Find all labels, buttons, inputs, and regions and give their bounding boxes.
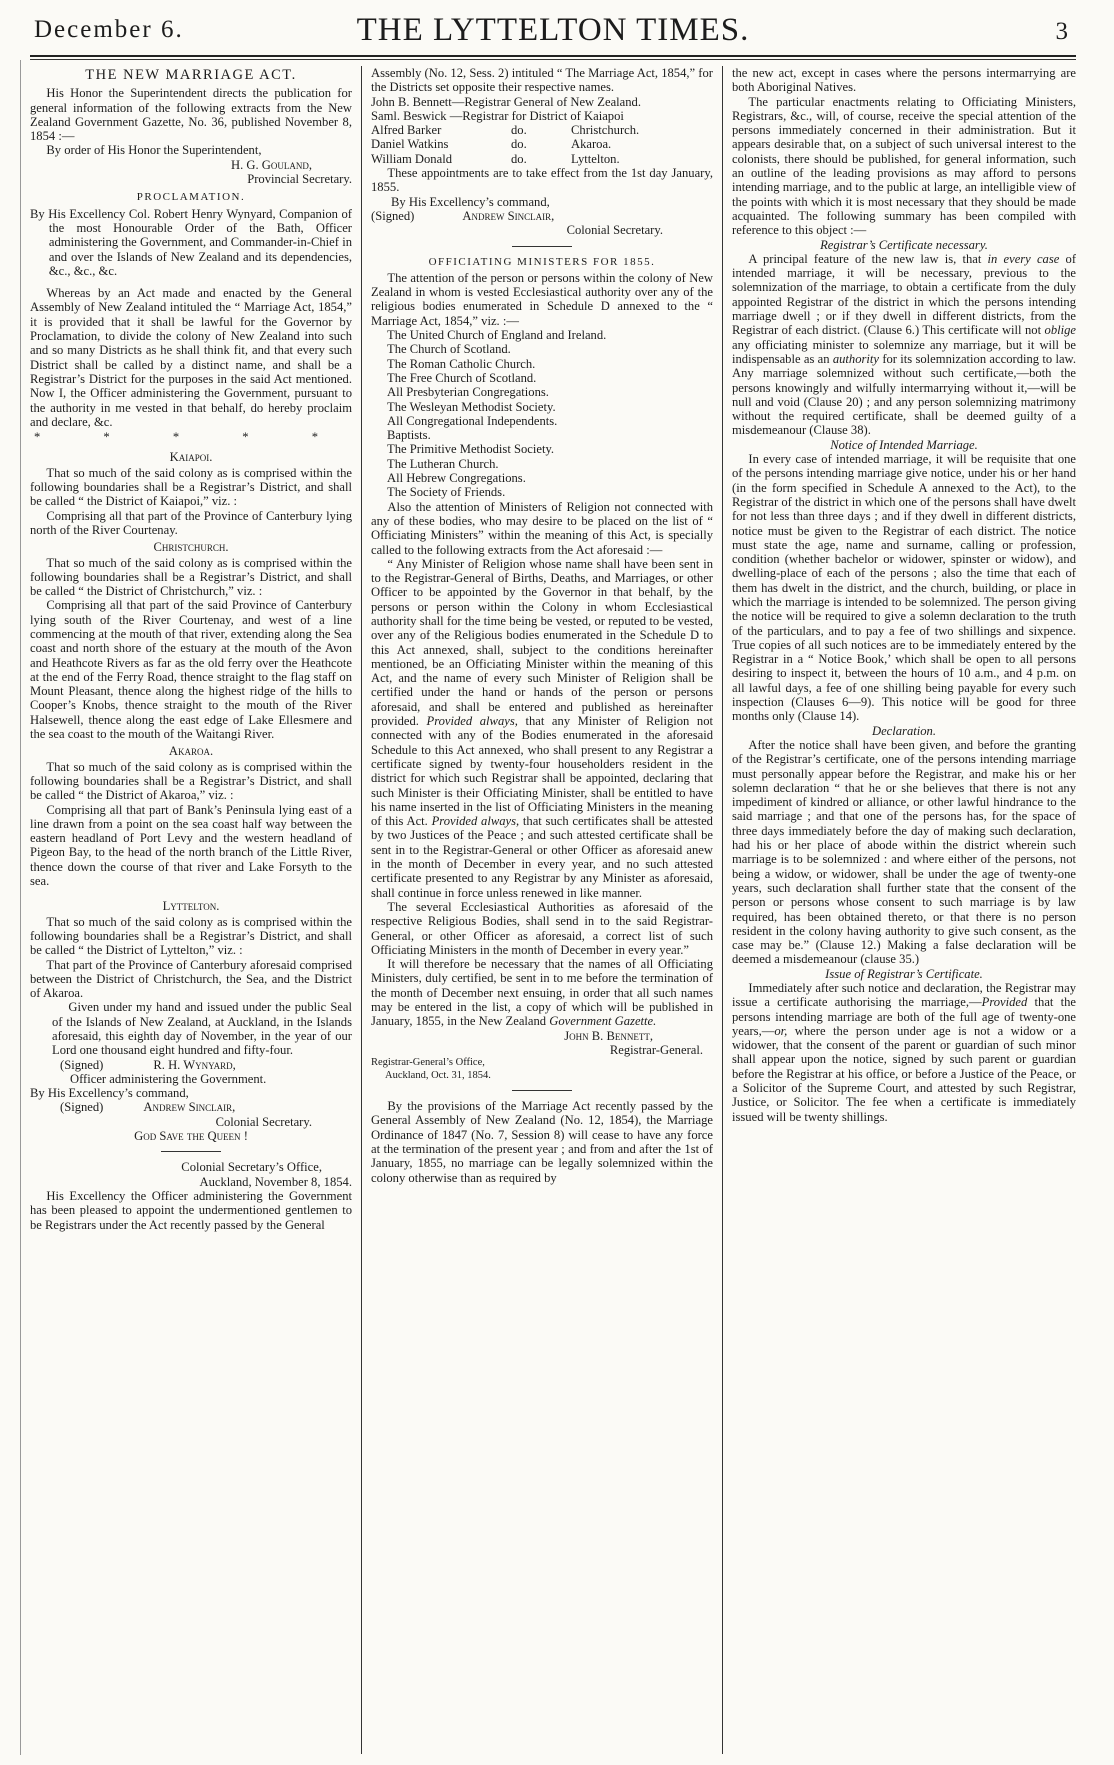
church-item: The Primitive Methodist Society.	[387, 442, 555, 457]
signed-line	[371, 209, 713, 223]
page-number: 3	[1055, 18, 1068, 45]
god-save-the-queen: God Save the Queen !	[134, 1129, 248, 1144]
appointments-list	[371, 123, 713, 166]
newspaper-title: THE LYTTELTON TIMES.	[356, 12, 750, 48]
extract-text: that such certificates shall be attested by two Justices of the Peace ; and such attested certificate shall be sent in to the Registrar-General or other Officer as aforesaid anew in the month of December in every year, and no such attested certificate presented to any Registrar by any Minister as aforesaid, shall continue in force unless renewed in like manner.	[371, 814, 713, 900]
office-date: Auckland, November 8, 1854.	[199, 1174, 352, 1189]
column-1	[30, 66, 352, 1756]
also-paragraph: Also the attention of Ministers of Religion not connected with any of these bodies, who may desire to be placed on the list of “ Officiating Ministers” within the meaning of this Act, is specially called to the following extracts from the Act aforesaid :—	[371, 499, 713, 557]
signatory-title: Registrar-General.	[609, 1042, 703, 1057]
given-under-hand: Given under my hand and issued under the public Seal of the Islands of New Zealand, at Auckland, in the Islands aforesaid, this eighth day of November, in the year of our Lord one thousand eight hundred and fifty-four.	[52, 1000, 352, 1058]
signatory-name: John B. Bennett,	[564, 1028, 653, 1043]
particular-paragraph: The particular enactments relating to Officiating Ministers, Registrars, &c., will, of course, receive the special attention of the persons immediately concerned in their administration. But it appears desirable that, on a subject of such universal interest to the colonists, there should be published, for general information, such an outline of the leading provisions as may afford to persons intending marriage, and to the public at large, an intelligible view of the points with which it is most necessary that they should be made acquainted. The following summary has been compiled with reference to this object :—	[732, 94, 1076, 238]
appointment-row	[371, 152, 713, 166]
masthead	[30, 8, 1076, 52]
signed-wynyard	[30, 1058, 352, 1072]
church-item: All Hebrew Congregations.	[387, 471, 526, 486]
intro-paragraph: His Honor the Superintendent directs the publication for general information of the following extracts from the New Zealand Government Gazette, No. 36, published November 8, 1854 :—	[30, 86, 352, 144]
act-extract-2: The several Ecclesiastical Authorities as aforesaid of the respective Religious Bodies, shall send in to the said Registrar-General, or other Officer as aforesaid, a correct list of such Officiating Ministers in the month of December in every year.”	[371, 899, 713, 957]
ditto: do.	[511, 123, 527, 138]
registrar-general-line: John B. Bennett—Registrar General of New Zealand.	[371, 94, 641, 109]
body-text: Immediately after such notice and declaration, the Registrar may issue a certificate authorising the marriage,—	[732, 981, 1076, 1010]
body-text: A principal feature of the new law is, that	[748, 251, 982, 266]
margin-rule	[20, 60, 21, 1755]
christchurch-heading: Christchurch.	[153, 540, 229, 555]
signatory-title: Provincial Secretary.	[247, 172, 352, 187]
issue-paragraph	[732, 981, 1076, 1124]
appointee-name: Alfred Barker	[371, 123, 442, 138]
church-item: Baptists.	[387, 428, 431, 443]
declaration-heading: Declaration.	[871, 723, 936, 738]
whereas-paragraph: Whereas by an Act made and enacted by the General Assembly of New Zealand intituled the “ Marriage Act, 1854,” it is provided that it shall be lawful for the Governor by Proclamation, to divide the colony of New Zealand into such and so many Districts as he shall think fit, and that every such District shall be called by a distinct name, and shall be a Registrar’s District for the purposes in the said Act mentioned. Now I, the Officer administering the Government, pursuant to the authority in me vested in that behalf, do hereby proclaim and declare, &c.	[30, 286, 352, 429]
church-item: The Free Church of Scotland.	[387, 370, 537, 385]
office-line: Colonial Secretary’s Office,	[181, 1160, 322, 1175]
church-item: The Wesleyan Methodist Society.	[387, 399, 556, 414]
continued-paragraph: the new act, except in cases where the persons intermarrying are both Aboriginal Natives.	[732, 66, 1076, 95]
lyttelton-paragraph-1: That so much of the said colony as is comprised within the following boundaries shall be a Registrar’s District, and shall be called “ the District of Lyttelton,” viz. :	[30, 914, 352, 958]
akaroa-heading: Akaroa.	[168, 744, 214, 759]
church-item: All Congregational Independents.	[387, 413, 558, 428]
ditto: do.	[511, 151, 527, 166]
therefore-text: It will therefore be necessary that the names of all Officiating Ministers, duly certified, be sent in to me before the termination of the month of December next ensuing, in order that all such names may be entered in the list, a copy of which will be published in January, 1855, in the New Zealand	[371, 957, 713, 1029]
district: Lyttelton.	[571, 151, 620, 166]
kaiapoi-heading: Kaiapoi.	[169, 450, 213, 465]
extract-proviso: Provided always,	[426, 714, 518, 729]
appointment-row	[371, 137, 713, 151]
registrar-certificate-heading: Registrar’s Certificate necessary.	[820, 237, 988, 252]
section-rule	[512, 1090, 572, 1091]
signed-title: Colonial Secretary.	[566, 223, 663, 238]
appointee-name: Daniel Watkins	[371, 137, 449, 152]
proclamation-text: By His Excellency Col. Robert Henry Wynyard, Companion of the most Honourable Order of the Bath, Officer administering the Government, and Commander-in-Chief in and over the Islands of New Zealand and its dependencies, &c., &c., &c.	[30, 206, 352, 278]
church-item: The Society of Friends.	[387, 485, 506, 500]
masthead-rule-thin	[30, 59, 1076, 60]
body-text: where the person under age is not a widow or a widower, that the consent of the parent or guardian of such minor shall appear upon the notice, signed by such parent or guardian before the Registrar at his office, or before a Justice of the Peace, or a Solicitor of the Supreme Court, and attested by such Registrar, Justice, or Solicitor. The fee when a certificate is immediately issued will be twenty shillings.	[732, 1023, 1076, 1124]
section-rule	[512, 246, 572, 247]
beswick-line: Saml. Beswick —Registrar for District of Kaiapoi	[371, 108, 624, 123]
declaration-paragraph: After the notice shall have been given, and before the granting of the Registrar’s certificate, one of the persons intending marriage must personally appear before the Registrar, and make his or her solemn declaration “ that he or she believes that there is not any impediment of kindred or alliance, or other lawful hindrance to the said marriage ; and that one of the persons has, for the space of three days immediately before the day of making such declaration, had his or her place of abode within the district wherein such marriage is to be solemnized : and where either of the persons, not being a widow, or widower, shall be under the age of twenty-one years, such declaration shall further state that the consent of the person or persons whose consent to such marriage is by law required, has been obtained thereto, or that there is no person resident in the colony having authority to give such consent, as the case may be.” (Clause 12.) Making a false declaration will be deemed a misdemeanour (clause 35.)	[732, 737, 1076, 967]
issue-date: December 6.	[34, 16, 184, 43]
stars-divider: * * * * *	[33, 430, 349, 445]
signed-name: Andrew Sinclair,	[143, 1100, 236, 1115]
extract-text: that any Minister of Religion not connected with any of the Bodies enumerated in the aforesaid Schedule to this Act annexed, who shall present to any Registrar a certificate signed by twenty-four householders resident in the district for which such Registrar shall be appointed, declaring that such Minister is their Officiating Minister, shall be entitled to have his name inserted in the list of Officiating Ministers in the meaning of this Act.	[371, 714, 713, 829]
church-item: The United Church of England and Ireland.	[387, 328, 607, 343]
body-text: any officiating minister to solemnize any marriage, but it will be indispensable as an	[732, 337, 1076, 366]
section-rule	[161, 1151, 221, 1152]
body-text: for its solemnization according to law. Any marriage solemnized without such certificate,—both the persons knowingly and wilfully intermarrying without it,—will be null and void (Clause 20) ; and any person solemnizing matrimony without the required certificate, shall be deemed guilty of a misdemeanour (Clause 38).	[732, 351, 1076, 438]
signed-title: Colonial Secretary.	[215, 1114, 312, 1129]
lyttelton-paragraph-2: That part of the Province of Canterbury aforesaid comprised between the District of Christchurch, the Sea, and the District of Akaroa.	[30, 957, 352, 1001]
district: Christchurch.	[571, 123, 640, 138]
signed-sinclair	[30, 1100, 352, 1114]
gazette-name: Government Gazette.	[549, 1014, 657, 1029]
issue-heading: Issue of Registrar’s Certificate.	[825, 966, 983, 981]
continued-paragraph: Assembly (No. 12, Sess. 2) intituled “ The Marriage Act, 1854,” for the Districts set opposite their respective names.	[371, 66, 713, 95]
office-date: Auckland, Oct. 31, 1854.	[385, 1069, 491, 1081]
signed-label: (Signed)	[371, 208, 415, 223]
district: Akaroa.	[571, 137, 612, 152]
kaiapoi-paragraph-1: That so much of the said colony as is comprised within the following boundaries shall be a Registrar’s District, and shall be called “ the District of Kaiapoi,” viz. :	[30, 465, 352, 509]
extract-proviso: Provided always,	[431, 814, 520, 829]
italic-text: or,	[774, 1023, 788, 1038]
therefore-paragraph	[371, 957, 713, 1028]
appointment-row	[371, 123, 713, 137]
lyttelton-heading: Lyttelton.	[162, 899, 220, 914]
signed-title: Officer administering the Government.	[70, 1071, 267, 1086]
by-order: By order of His Honor the Superintendent,	[46, 143, 262, 158]
act-extract-1	[371, 557, 713, 900]
church-item: All Presbyterian Congregations.	[387, 385, 549, 400]
kaiapoi-paragraph-2: Comprising all that part of the Province of Canterbury lying north of the River Courtenay.	[30, 508, 352, 537]
appointment-paragraph: His Excellency the Officer administering the Government has been pleased to appoint the undermentioned gentlemen to be Registrars under the Act recently passed by the General	[30, 1188, 352, 1232]
effect-paragraph: These appointments are to take effect from the 1st day January, 1855.	[371, 166, 713, 195]
christchurch-paragraph-1: That so much of the said colony as is comprised within the following boundaries shall be a Registrar’s District, and shall be called “ the District of Christchurch,” viz. :	[30, 555, 352, 599]
churches-list	[371, 328, 713, 500]
italic-text: oblige	[1044, 323, 1076, 338]
italic-text: in every case	[987, 251, 1060, 266]
church-item: The Roman Catholic Church.	[387, 356, 536, 371]
akaroa-paragraph-1: That so much of the said colony as is comprised within the following boundaries shall be a Registrar’s District, and shall be called “ the District of Akaroa,” viz. :	[30, 759, 352, 803]
article-heading: THE NEW MARRIAGE ACT.	[85, 67, 297, 83]
by-command: By His Excellency’s command,	[391, 194, 550, 209]
office-line: Registrar-General’s Office,	[371, 1057, 485, 1069]
masthead-rule	[30, 55, 1076, 57]
column-3	[732, 66, 1076, 1756]
signed-label: (Signed)	[60, 1100, 104, 1115]
appointee-name: William Donald	[371, 151, 452, 166]
provisions-paragraph: By the provisions of the Marriage Act recently passed by the General Assembly of New Zealand (No. 12, 1854), the Marriage Ordinance of 1847 (No. 7, Session 8) will cease to have any force at the termination of the present year ; and from and after the 1st of January, 1855, no marriage can be legally solemnized within the colony otherwise than as required by	[371, 1099, 713, 1185]
notice-heading: Notice of Intended Marriage.	[830, 437, 978, 452]
italic-text: authority	[832, 351, 880, 366]
italic-text: Provided	[981, 995, 1028, 1010]
christchurch-paragraph-2: Comprising all that part of the said Province of Canterbury lying south of the River Courtenay, and west of a line commencing at the mouth of that river, extending along the Sea coast and north shore of the estuary at the mouth of the Avon and Heathcote Rivers as far as the old ferry over the Heathcote at the end of the Ferry Road, thence straight to the flag staff on Mount Pleasant, thence along the highest ridge of the hills to Cooper’s Knobs, thence straight to the mouth of the River Halsewell, thence along the east edge of Lake Ellesmere and the sea coast to the mouth of the Waitangi River.	[30, 598, 352, 742]
signed-name: R. H. Wynyard,	[153, 1057, 236, 1072]
extract-text: “ Any Minister of Religion whose name shall have been sent in to the Registrar-General of Births, Deaths, and Marriages, or other Officer to be appointed by the Governor in that behalf, by the persons or person within the Colony in whom Ecclesiastical authority shall for the time being be vested, or reputed to be vested, over any of the Religious bodies enumerated in the Schedule D to this Act annexed, shall, subject to the conditions hereinafter mentioned, be an Officiating Minister within the meaning of this Act, and the name of every such Minister of Religion shall be certified under the hand or hands of the person or persons aforesaid, and shall be entered and published as hereinafter provided.	[371, 556, 713, 729]
notice-paragraph: In every case of intended marriage, it will be requisite that one of the persons intending marriage give notice, under his or her hand (in the form specified in Schedule A annexed to the Act), to the Registrar of the district in which one of the persons shall have dwelt for not less than three days ; and if they dwell in different districts, notice must be given to the Registrar of each district. The notice must state the age, name and surname, calling or profession, condition (whether bachelor or widower, spinster or widow), and dwelling-place of each of the persons ; also the time that each of them has dwelt in the district, and the church, building, or place in which the marriage is intended to be solemnized. The person giving the notice will be required to give a solemn declaration to the truth of the particulars, and to pay a fee of two shillings and sixpence. True copies of all such notices are to be immediately entered by the Registrar in a “ Notice Book,’ which shall be open to all persons desiring to inspect it, between the hours of 10 a.m., and 4 p.m. on all lawful days, a fee of one shilling being payable for every such inspection (Clauses 6—9). This notice will be good for three months only (Clause 14).	[732, 452, 1076, 724]
column-divider-1	[361, 66, 362, 1754]
signatory-name: H. G. Gouland,	[230, 157, 312, 172]
officiating-heading: OFFICIATING MINISTERS FOR 1855.	[428, 255, 656, 268]
proclamation-heading: PROCLAMATION.	[136, 191, 246, 204]
column-2	[371, 66, 713, 1756]
signed-name: Andrew Sinclair,	[462, 208, 555, 223]
column-divider-2	[722, 66, 723, 1754]
church-item: The Church of Scotland.	[387, 342, 511, 357]
officiating-intro: The attention of the person or persons within the colony of New Zealand in whom is vested Ecclesiastical authority over any of the religious bodies enumerated in Schedule D annexed to the “ Marriage Act, 1854,” viz. :—	[371, 270, 713, 328]
by-command: By His Excellency’s command,	[30, 1086, 189, 1101]
church-item: The Lutheran Church.	[387, 456, 499, 471]
registrar-certificate-paragraph	[732, 252, 1076, 438]
ditto: do.	[511, 137, 527, 152]
body-text: of intended marriage, it will be necessary, previous to the solemnization of the marriage, to obtain a certificate from the duly appointed Registrar of the district in which the persons intending marriage dwell ; or if they dwell in different districts, from the Registrar of each district. (Clause 6.) This certificate will not	[732, 251, 1076, 338]
signed-label: (Signed)	[60, 1057, 104, 1072]
akaroa-paragraph-2: Comprising all that part of Bank’s Peninsula lying east of a line drawn from a point on the sea coast half way between the eastern headland of Port Levy and the western headland of Pigeon Bay, to the head of the north branch of the Little River, thence down the course of that river and Lake Forsyth to the sea.	[30, 802, 352, 889]
body-text: that the persons intending marriage are both of the full age of twenty-one years,—	[732, 995, 1076, 1038]
